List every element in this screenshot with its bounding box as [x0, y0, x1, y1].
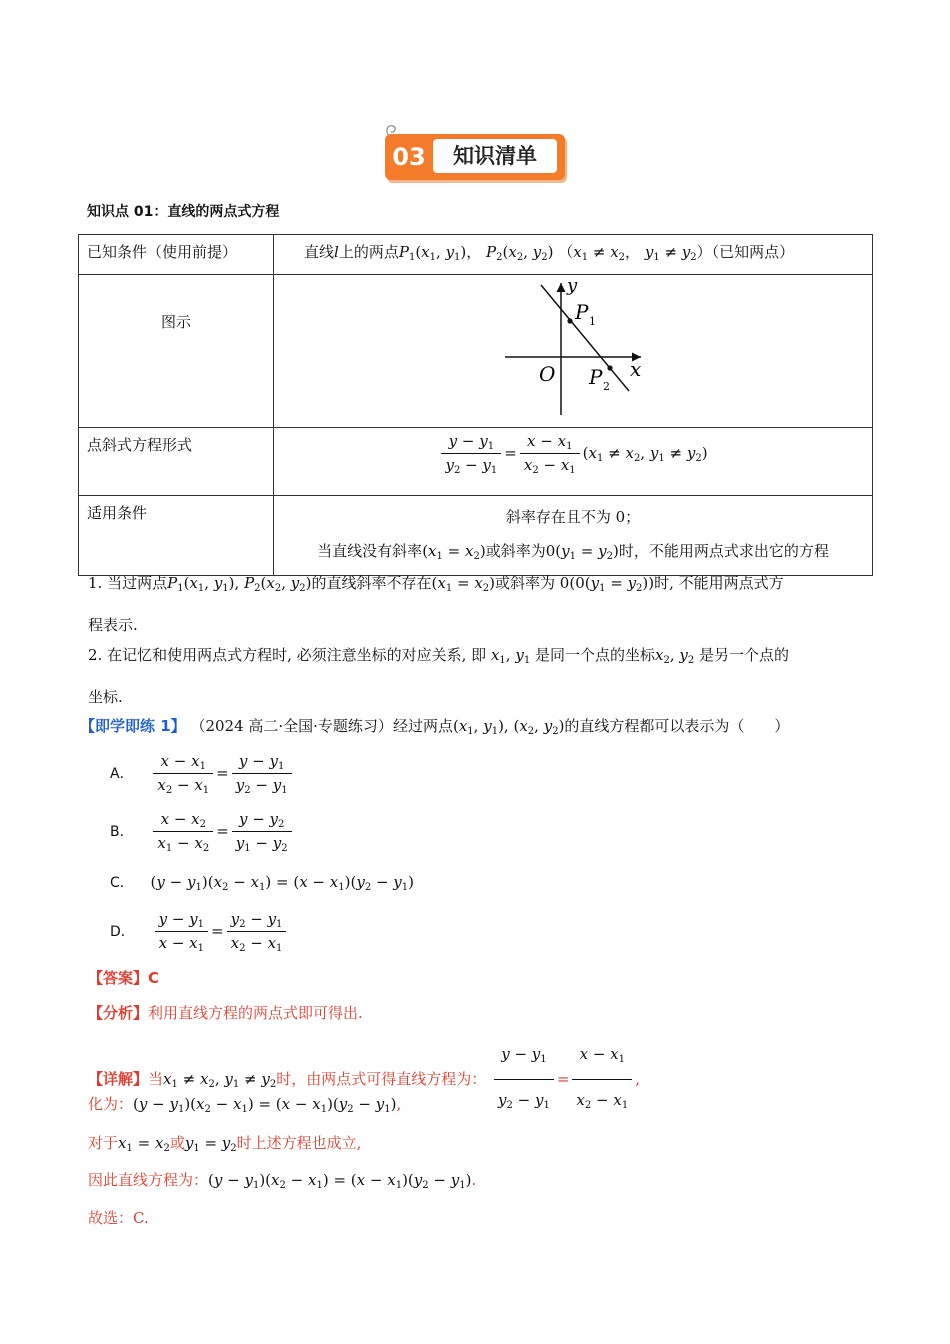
detail-text: 时上述方程也成立,: [236, 1134, 362, 1152]
row-label: 适用条件: [79, 496, 274, 576]
note-text: 的直线斜率不存在: [311, 574, 432, 592]
detail-line-3: 对于$x_1 = x_2$或$y_1 = y_2$时上述方程也成立,: [88, 1134, 362, 1154]
x-axis-label: x: [630, 357, 642, 381]
detail-line-2: 化为：$(y - y_1)(x_2 - x_1) = (x - x_1)(y_2 - y_1)$,: [88, 1095, 402, 1115]
note-text: 2. 在记忆和使用两点式方程时, 必须注意坐标的对应关系, 即: [88, 646, 487, 664]
note-text: 程表示.: [88, 616, 138, 634]
condition-cell: [274, 496, 873, 576]
table-row: [79, 275, 873, 428]
condition-line: 斜率存在且不为 0；: [505, 508, 641, 526]
option-a[interactable]: A． $\frac{x - x_1}{x_2 - x_1}$ = $\frac{y - y_1}{y_2 - y_1}$: [110, 752, 295, 796]
row-label: 点斜式方程形式: [79, 428, 274, 496]
row-text: 直线: [304, 243, 335, 261]
row-text: 当直线没有斜率: [317, 542, 423, 560]
row-text: 或斜率为: [485, 542, 546, 560]
option-label: C．: [110, 875, 134, 891]
detail-text: 化为：: [88, 1095, 134, 1113]
exercise-tag: 【即学即练 1】: [80, 717, 186, 735]
line-figure: [499, 277, 659, 419]
analysis-tag: 【分析】: [88, 1004, 149, 1022]
note-1: 1. 当过两点$P_1(x_1$, $y_1$), $P_2(x_2$, $y_2$)的直线斜率不存在$(x_1 = x_2)$或斜率为 $0(0(y_1 = y_2))$时, 不能用两点式方 程表示.: [88, 574, 784, 634]
condition-line: 当直线没有斜率$(x_1 = x_2)$或斜率为$0(y_1 = y_2)$时，不能用两点式求出它的方程: [317, 542, 829, 562]
option-label: B．: [110, 824, 134, 840]
table-row: [79, 496, 873, 576]
exercise-text: 的直线方程都可以表示为（ ）: [564, 717, 790, 735]
table-row: [79, 428, 873, 496]
option-d[interactable]: D． $\frac{y - y_1}{x - x_1}$ = $\frac{y_2 - y_1}{x_2 - x_1}$: [110, 910, 289, 954]
answer-tag: 【答案】: [88, 969, 149, 987]
analysis-line: [88, 995, 868, 1031]
formula-cell: $\frac{y - y_1}{y_2 - y_1}$ = $\frac{x - x_1}{x_2 - x_1}$ ($x_1 \ne x_2$, $y_1 \ne y_2$): [274, 428, 873, 496]
note-text: 坐标.: [88, 688, 123, 706]
figure-cell: [274, 275, 873, 428]
exercise-stem: 【即学即练 1】 （2024 高二·全国·专题练习）经过两点($x_1$, $y_1$), ($x_2$, $y_2$)的直线方程都可以表示为（ ）: [80, 717, 790, 737]
knowledge-table: [78, 234, 873, 576]
detail-text: 因此直线方程为：: [88, 1171, 209, 1189]
detail-line-5: 故选：C.: [88, 1209, 149, 1227]
origin-label: O: [539, 362, 556, 386]
banner-title: 知识清单: [433, 139, 557, 173]
detail-tag: 【详解】: [88, 1070, 149, 1088]
option-label: A．: [110, 766, 134, 782]
p1-subscript: 1: [589, 315, 596, 328]
option-b[interactable]: B． $\frac{x - x_2}{x_1 - x_2}$ = $\frac{y - y_2}{y_1 - y_2}$: [110, 810, 295, 854]
row-label: 图示: [79, 275, 274, 428]
section-banner: [383, 122, 569, 186]
row-text: （已知两点）: [711, 243, 795, 261]
detail-line: 【详解】当$x_1 \ne x_2$, $y_1 \ne y_2$时，由两点式可得直线方程为： $\frac{y - y_1}{y_2 - y_1}$ = $\frac{x - x_1}{x_2 - x_1}$ ,: [88, 1036, 868, 1124]
note-text: 1. 当过两点: [88, 574, 168, 592]
answer-line: [88, 960, 868, 996]
note-2: 2. 在记忆和使用两点式方程时, 必须注意坐标的对应关系, 即 $x_1$, $y_1$ 是同一个点的坐标$x_2$, $y_2$ 是另一个点的 坐标.: [88, 646, 790, 706]
analysis-text: 利用直线方程的两点式即可得出.: [148, 1004, 363, 1022]
detail-line-4: 因此直线方程为：$(y - y_1)(x_2 - x_1) = (x - x_1)(y_2 - y_1)$.: [88, 1171, 477, 1191]
exercise-text: 经过两点: [392, 717, 453, 735]
point-p2: [607, 365, 612, 370]
option-c[interactable]: C． $(y - y_1)(x_2 - x_1) = (x - x_1)(y_2 - y_1)$: [110, 873, 415, 893]
detail-text: 时，由两点式可得直线方程为：: [276, 1070, 487, 1088]
detail-text: 当: [148, 1070, 164, 1088]
note-text: 时, 不能用两点式方: [654, 574, 784, 592]
detail-text: 对于: [88, 1134, 119, 1152]
row-text: 上的两点: [338, 243, 399, 261]
note-text: 或斜率为 0: [495, 574, 570, 592]
p2-label: P: [589, 365, 603, 389]
p2-subscript: 2: [603, 380, 610, 393]
answer-value: C: [148, 969, 160, 987]
fraction: $\frac{x - x_1}{x_2 - x_1}$: [520, 432, 580, 476]
fraction: $\frac{y - y_1}{y_2 - y_1}$: [441, 432, 501, 476]
banner-number: 03: [392, 143, 426, 171]
y-axis-label: y: [567, 277, 578, 296]
row-text: 时，不能用两点式求出它的方程: [618, 542, 829, 560]
p1-label: P: [575, 300, 589, 324]
row-label: 已知条件（使用前提）: [79, 235, 274, 275]
point-p1: [567, 318, 572, 323]
detail-text: 或: [169, 1134, 185, 1152]
option-label: D．: [110, 924, 135, 940]
note-text: 是同一个点的坐标: [534, 646, 655, 664]
row-content: 直线l上的两点$P_1(x_1$, $y_1$)， $P_2(x_2$, $y_2$) （$x_1 \ne x_2$， $y_1 \ne y_2$）（已知两点）: [274, 235, 873, 275]
note-text: 是另一个点的: [699, 646, 790, 664]
table-row: [79, 235, 873, 275]
exercise-source: （2024 高二·全国·专题练习）: [190, 717, 393, 735]
section-title: 知识点 01：直线的两点式方程: [87, 204, 280, 220]
